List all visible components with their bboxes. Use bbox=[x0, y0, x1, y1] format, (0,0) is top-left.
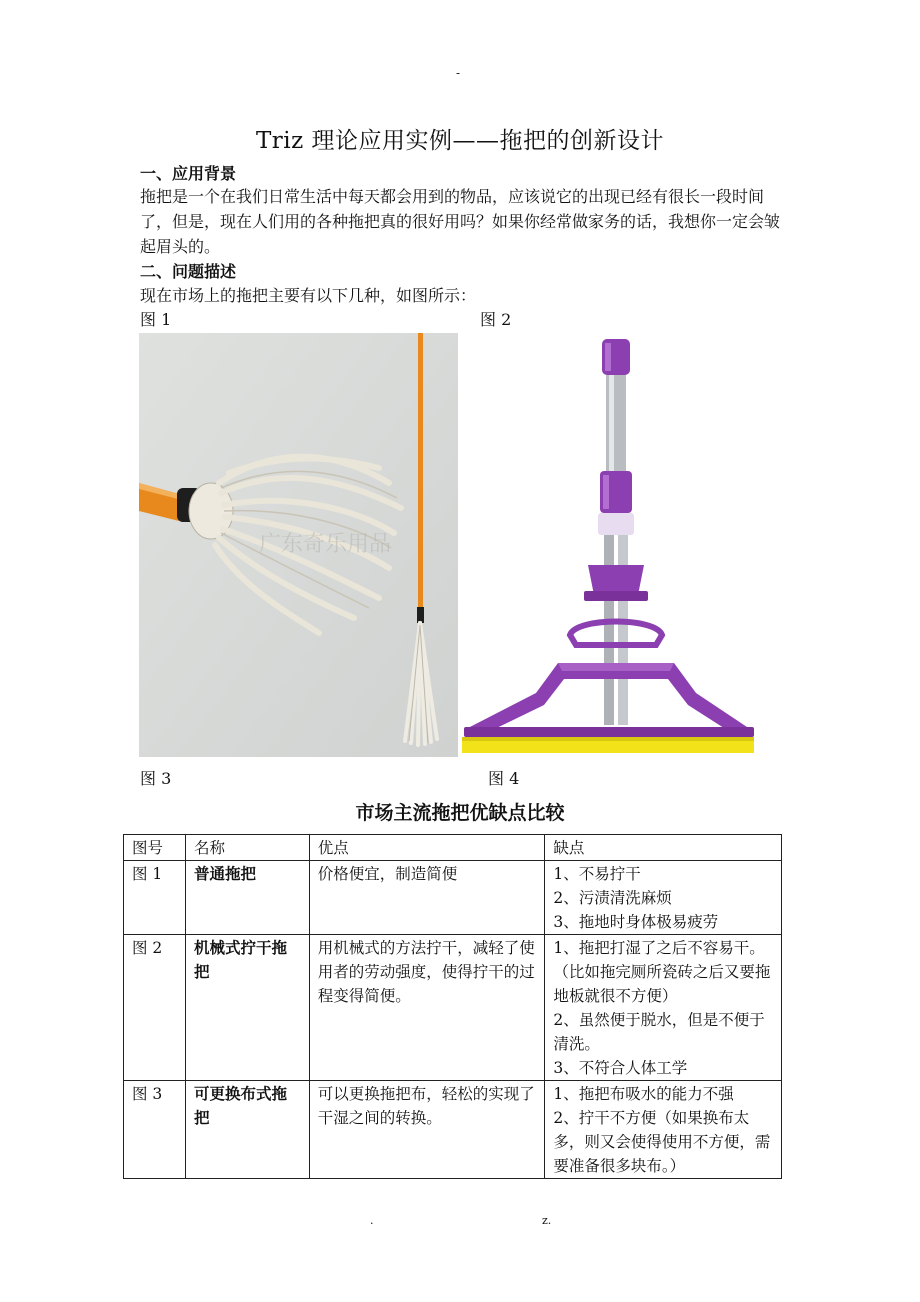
con-item: 2、拧干不方便（如果换布太多，则又会使得使用不方便，需要准备很多块布。） bbox=[553, 1109, 771, 1175]
table-header-row bbox=[124, 835, 782, 861]
caption-fig4: 图 4 bbox=[488, 769, 520, 788]
header-pros: 优点 bbox=[309, 835, 545, 861]
con-item: 2、污渍清洗麻烦 bbox=[553, 889, 672, 907]
con-item: 1、拖把布吸水的能力不强 bbox=[553, 1085, 734, 1103]
header-cons: 缺点 bbox=[545, 835, 782, 861]
row-cons bbox=[545, 1081, 782, 1179]
row-name: 普通拖把 bbox=[185, 861, 309, 935]
table-title: 市场主流拖把优缺点比较 bbox=[355, 802, 565, 824]
header-name: 名称 bbox=[185, 835, 309, 861]
row-pros: 可以更换拖把布，轻松的实现了干湿之间的转换。 bbox=[309, 1081, 545, 1179]
footer-left: . bbox=[370, 1214, 374, 1227]
row-name: 机械式拧干拖把 bbox=[185, 935, 309, 1081]
con-item: 3、拖地时身体极易疲劳 bbox=[553, 913, 719, 931]
table-row bbox=[124, 1081, 782, 1179]
section2-heading: 二、问题描述 bbox=[140, 262, 237, 281]
section1-body: 拖把是一个在我们日常生活中每天都会用到的物品，应该说它的出现已经有很长一段时间了，但是，现在人们用的各种拖把真的很好用吗？如果你经常做家务的话，我想你一定会皱起眉头的。 bbox=[140, 187, 781, 256]
page-title: Triz 理论应用实例——拖把的创新设计 bbox=[255, 128, 665, 154]
row-cons bbox=[545, 935, 782, 1081]
table-row bbox=[124, 861, 782, 935]
header-mark: - bbox=[456, 66, 461, 80]
con-item: 2、虽然便于脱水，但是不便于清洗。 bbox=[553, 1011, 765, 1053]
con-item: 1、拖把打湿了之后不容易干。（比如拖完厕所瓷砖之后又要拖地板就很不方便） bbox=[553, 939, 771, 1005]
row-name: 可更换布式拖把 bbox=[185, 1081, 309, 1179]
caption-fig3: 图 3 bbox=[140, 769, 172, 788]
section1-heading: 一、应用背景 bbox=[140, 164, 237, 183]
comparison-table bbox=[123, 834, 782, 1179]
footer-right: z. bbox=[542, 1214, 552, 1227]
row-pros: 用机械式的方法拧干，减轻了使用者的劳动强度，使得拧干的过程变得简便。 bbox=[309, 935, 545, 1081]
row-fig: 图 1 bbox=[124, 861, 186, 935]
con-item: 3、不符合人体工学 bbox=[553, 1059, 688, 1077]
table-row bbox=[124, 935, 782, 1081]
caption-fig2: 图 2 bbox=[480, 310, 512, 329]
row-pros: 价格便宜，制造简便 bbox=[309, 861, 545, 935]
header-fig: 图号 bbox=[124, 835, 186, 861]
string-mop-photo bbox=[139, 333, 458, 757]
section2-body: 现在市场上的拖把主要有以下几种，如图所示： bbox=[140, 286, 477, 305]
watermark-text: 广东奇乐用品 bbox=[259, 532, 392, 557]
con-item: 1、不易拧干 bbox=[553, 865, 641, 883]
purple-mechanical-mop-photo bbox=[458, 333, 758, 757]
row-fig: 图 2 bbox=[124, 935, 186, 1081]
row-fig: 图 3 bbox=[124, 1081, 186, 1179]
row-cons bbox=[545, 861, 782, 935]
caption-fig1: 图 1 bbox=[140, 310, 172, 329]
